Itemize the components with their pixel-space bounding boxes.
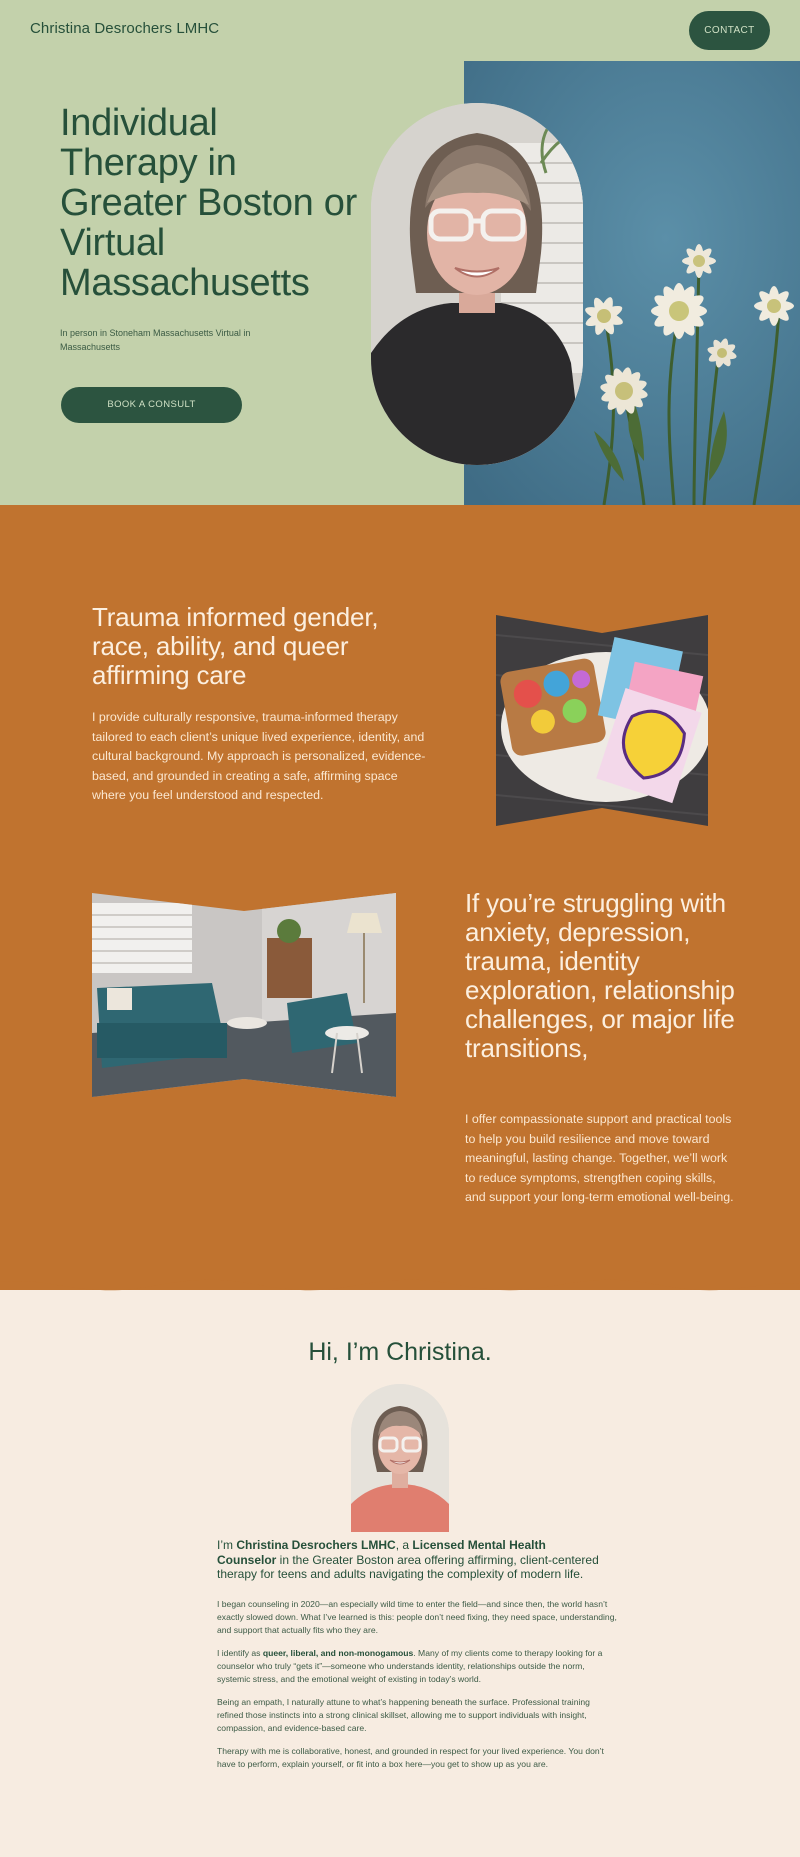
intro-text-post: in the Greater Boston area offering affirming, client-centered therapy for teens and adults navigating the complexity of modern life. — [217, 1552, 599, 1581]
services-section — [0, 505, 800, 1290]
site-header — [0, 0, 800, 61]
about-intro — [217, 1538, 607, 1582]
section-wave-divider — [0, 1270, 800, 1300]
about-paragraph-1: I began counseling in 2020—an especially wild time to enter the field—and since then, the world hasn’t exactly slowed down. What I’ve learned is this: people don’t need fixing, they need space, understanding, and support that actually fits who they are. — [217, 1599, 617, 1635]
hero-section — [0, 61, 800, 505]
about-paragraph-2 — [217, 1647, 617, 1686]
therapist-name: Christina Desrochers LMHC — [236, 1538, 396, 1552]
affirming-care-text: I provide culturally responsive, trauma-informed therapy tailored to each client’s unique lived experience, identity, and cultural background. My approach is personalized, evidence-based, and grounded in creating a safe, affirming space where you feel understood and respected. — [92, 710, 426, 802]
about-portrait-photo — [351, 1384, 449, 1532]
book-consult-button[interactable]: BOOK A CONSULT — [61, 387, 242, 423]
therapist-credential: Licensed Mental Health Counselor — [217, 1538, 546, 1567]
identity-emphasis: queer, liberal, and non-monogamous — [262, 1648, 414, 1658]
about-paragraph-4: Therapy with me is collaborative, honest, and grounded in respect for your lived experience. You don’t have to perform, explain yourself, or fit into a box here—you get to show up as you are. — [217, 1746, 604, 1769]
therapist-portrait-photo — [371, 103, 583, 465]
contact-button[interactable]: CONTACT — [689, 11, 770, 50]
struggling-heading: If you’re struggling with anxiety, depression, trauma, identity exploration, relationship challenges, or major life transitions, — [465, 888, 735, 1063]
intro-text-mid: , a — [395, 1538, 413, 1552]
intro-text-pre: I’m — [217, 1538, 237, 1552]
hero-title: Individual Therapy in Greater Boston or Virtual Massachusetts — [60, 102, 357, 304]
brand-logo-text[interactable]: Christina Desrochers LMHC — [30, 20, 220, 37]
fidget-toys-books-photo — [496, 615, 708, 826]
about-paragraph-3: Being an empath, I naturally attune to what’s happening beneath the surface. Professional training refined those instincts into a strong clinical skillset, allowing me to support individuals with insight, compassion, and evidence-based care. — [217, 1697, 590, 1733]
p2-text-post: . Many of my clients come to therapy looking for a counselor who truly “gets it”—someone who understands identity, relationships outside the norm, systemic stress, and the emotional weight of existing in today’s world. — [217, 1648, 603, 1684]
therapy-office-photo — [92, 893, 396, 1097]
hero-subtitle: In person in Stoneham Massachusetts Virtual in Massachusetts — [60, 328, 251, 352]
p2-text-pre: I identify as — [217, 1648, 263, 1658]
affirming-care-heading: Trauma informed gender, race, ability, and queer affirming care — [92, 602, 379, 690]
struggling-text: I offer compassionate support and practical tools to help you build resilience and move toward meaningful, lasting change. Together, we’ll work to reduce symptoms, strengthen coping skills, and support your long-term emotional well-being. — [465, 1112, 734, 1204]
about-heading: Hi, I’m Christina. — [308, 1338, 492, 1366]
